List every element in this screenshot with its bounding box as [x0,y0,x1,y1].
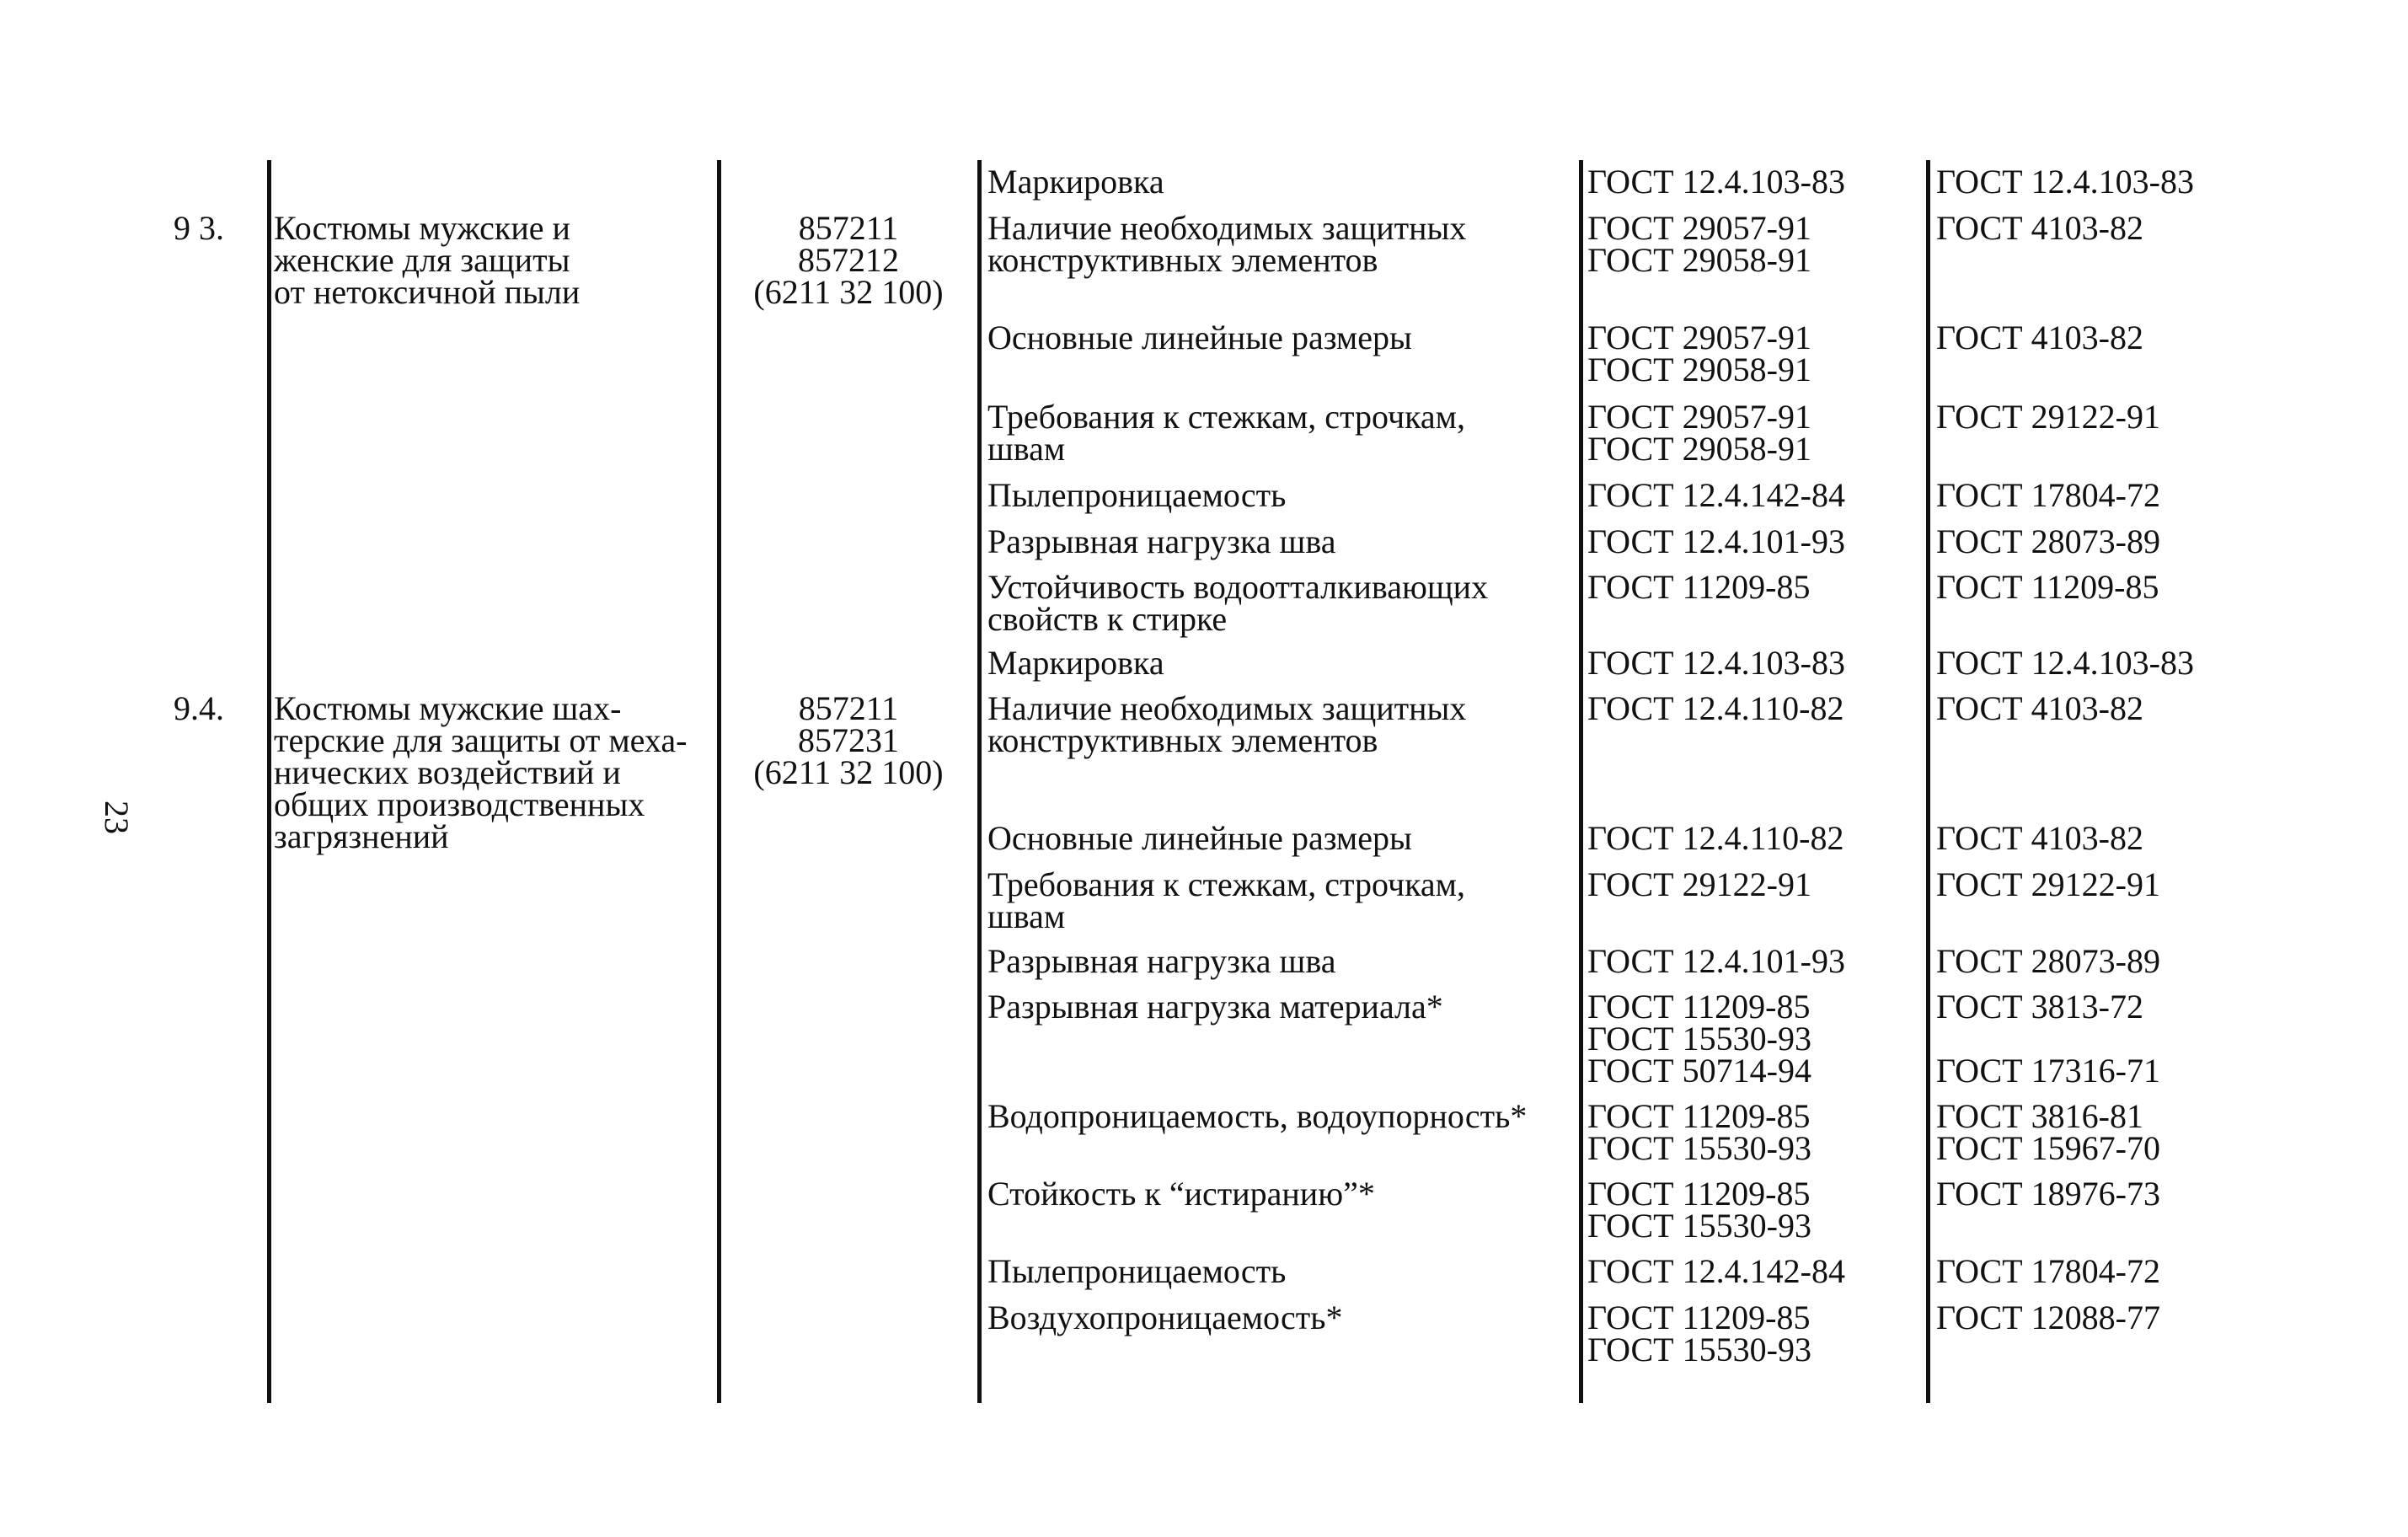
product-codes: 857211 857231 (6211 32 100) [753,689,944,791]
method-doc-cell: ГОСТ 11209-85 ГОСТ 15530-93 [1587,1097,1811,1167]
method-doc-cell: ГОСТ 12.4.142-84 [1587,1252,1845,1290]
method-doc-cell: ГОСТ 29057-91 ГОСТ 29058-91 [1587,398,1811,468]
indicator-cell: Наличие необходимых защитных конструктивных элементов [987,209,1467,279]
page-number: 23 [98,801,136,834]
method-doc-cell: ГОСТ 11209-85 ГОСТ 15530-93 [1587,1299,1811,1368]
standard-doc-cell: ГОСТ 17804-72 [1936,476,2160,514]
method-doc-cell: ГОСТ 12.4.103-83 [1587,163,1845,201]
standard-doc-cell: ГОСТ 28073-89 [1936,522,2160,560]
standard-doc-cell: ГОСТ 28073-89 [1936,942,2160,980]
indicator-cell: Основные линейные размеры [987,819,1412,857]
column-rule-3 [977,160,982,1403]
standard-doc-cell: ГОСТ 12.4.103-83 [1936,163,2194,201]
standard-doc-cell: ГОСТ 29122-91 [1936,865,2160,903]
standard-doc-cell: ГОСТ 17804-72 [1936,1252,2160,1290]
standard-doc-cell: ГОСТ 3813-72 ГОСТ 17316-71 [1936,988,2160,1090]
product-name: Костюмы мужские шах- терские для защиты от меха- нических воздействий и общих производственных загрязнений [274,689,688,855]
indicator-cell: Основные линейные размеры [987,319,1412,356]
indicator-cell: Пылепроницаемость [987,476,1287,514]
indicator-cell: Стойкость к “истиранию”* [987,1175,1375,1213]
standard-doc-cell: ГОСТ 12088-77 [1936,1299,2160,1336]
standard-doc-cell: ГОСТ 29122-91 [1936,398,2160,436]
column-rule-2 [717,160,721,1403]
standard-doc-cell: ГОСТ 11209-85 [1936,568,2159,606]
standard-doc-cell: ГОСТ 4103-82 [1936,209,2143,247]
method-doc-cell: ГОСТ 29057-91 ГОСТ 29058-91 [1587,209,1811,279]
indicator-cell: Маркировка [987,163,1164,201]
column-rule-5 [1926,160,1930,1403]
method-doc-cell: ГОСТ 11209-85 [1587,568,1811,606]
standard-doc-cell: ГОСТ 4103-82 [1936,689,2143,727]
standard-doc-cell: ГОСТ 18976-73 [1936,1175,2160,1213]
method-doc-cell: ГОСТ 12.4.142-84 [1587,476,1845,514]
method-doc-cell: ГОСТ 12.4.110-82 [1587,819,1844,857]
indicator-cell: Требования к стежкам, строчкам, швам [987,398,1465,468]
column-rule-4 [1579,160,1583,1403]
standard-doc-cell: ГОСТ 3816-81 ГОСТ 15967-70 [1936,1097,2160,1167]
product-codes: 857211 857212 (6211 32 100) [753,209,944,311]
standard-doc-cell: ГОСТ 12.4.103-83 [1936,644,2194,682]
indicator-cell: Пылепроницаемость [987,1252,1287,1290]
column-rule-1 [267,160,271,1403]
indicator-cell: Требования к стежкам, строчкам, швам [987,865,1465,935]
standard-doc-cell: ГОСТ 4103-82 [1936,819,2143,857]
row-number: 9.4. [174,689,224,727]
indicator-cell: Маркировка [987,644,1164,682]
indicator-cell: Наличие необходимых защитных конструктивных элементов [987,689,1467,759]
indicator-cell: Водопроницаемость, водоупорность* [987,1097,1528,1135]
method-doc-cell: ГОСТ 11209-85 ГОСТ 15530-93 [1587,1175,1811,1245]
row-number: 9 3. [174,209,224,247]
indicator-cell: Воздухопроницаемость* [987,1299,1343,1336]
method-doc-cell: ГОСТ 11209-85 ГОСТ 15530-93 ГОСТ 50714-94 [1587,988,1811,1090]
method-doc-cell: ГОСТ 12.4.103-83 [1587,644,1845,682]
indicator-cell: Разрывная нагрузка шва [987,942,1336,980]
method-doc-cell: ГОСТ 12.4.110-82 [1587,689,1844,727]
method-doc-cell: ГОСТ 12.4.101-93 [1587,522,1845,560]
method-doc-cell: ГОСТ 29122-91 [1587,865,1811,903]
indicator-cell: Разрывная нагрузка материала* [987,988,1443,1026]
method-doc-cell: ГОСТ 29057-91 ГОСТ 29058-91 [1587,319,1811,388]
indicator-cell: Разрывная нагрузка шва [987,522,1336,560]
standard-doc-cell: ГОСТ 4103-82 [1936,319,2143,356]
method-doc-cell: ГОСТ 12.4.101-93 [1587,942,1845,980]
product-name: Костюмы мужские и женские для защиты от нетоксичной пыли [274,209,581,311]
indicator-cell: Устойчивость водоотталкивающих свойств к стирке [987,568,1489,638]
